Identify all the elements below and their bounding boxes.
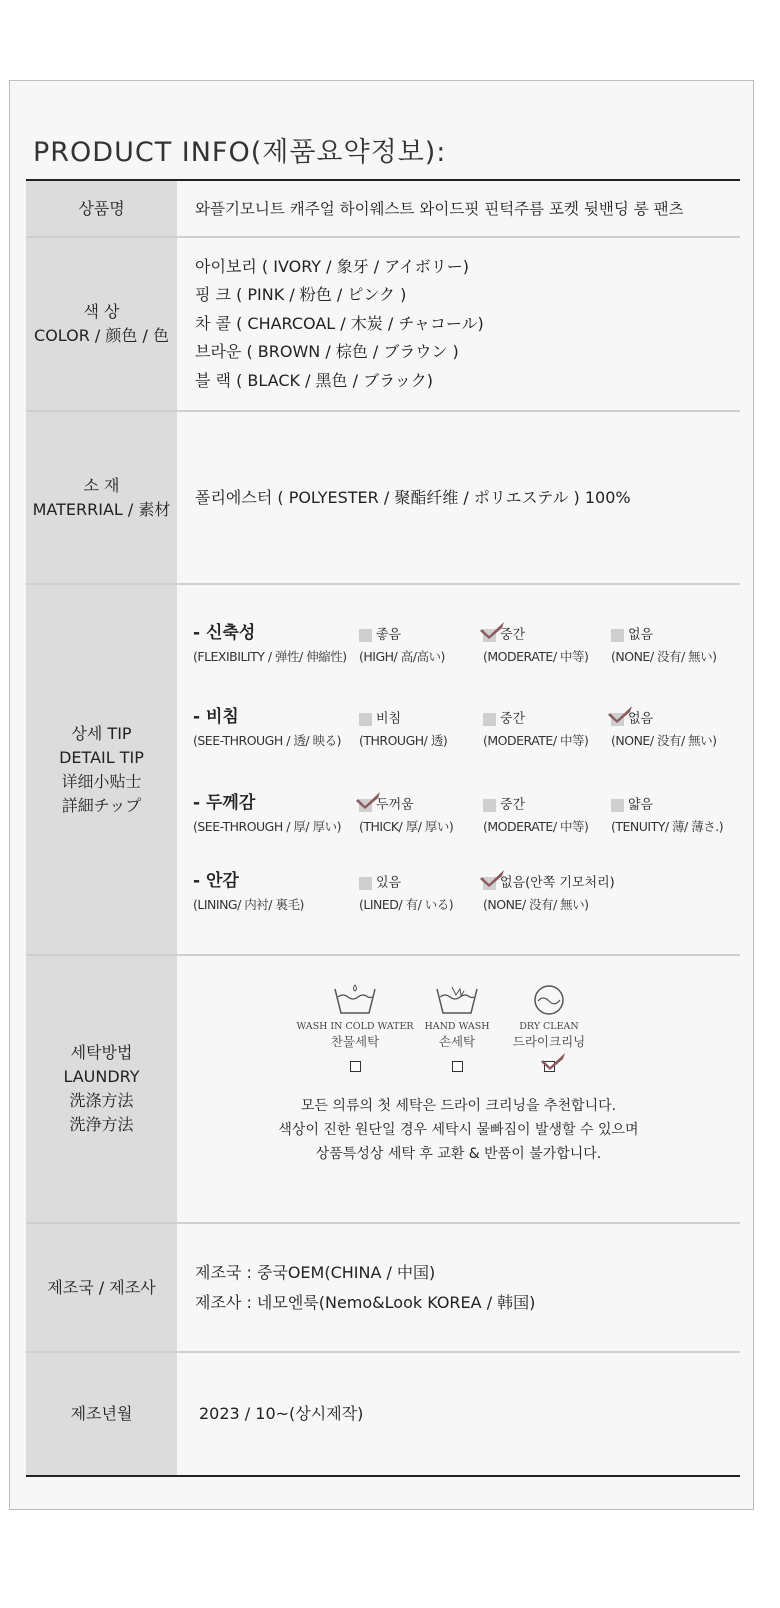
detail-group-subtitle: (SEE-THROUGH / 厚/ 厚い) bbox=[193, 819, 341, 834]
option-subtitle: (NONE/ 没有/ 無い) bbox=[483, 897, 589, 912]
option-subtitle: (THROUGH/ 透) bbox=[359, 733, 448, 748]
detail-option bbox=[359, 869, 454, 912]
detail-group-title: - 안감 bbox=[193, 871, 239, 891]
laundry-en-label: DRY CLEAN bbox=[519, 1021, 579, 1032]
content-material bbox=[177, 412, 740, 583]
dry-clean-icon bbox=[526, 983, 572, 1017]
content-product-name bbox=[177, 181, 740, 236]
label-text: 소 재 bbox=[83, 475, 120, 495]
label-text: 洗涤方法 bbox=[69, 1091, 134, 1110]
laundry-ko-label: 손세탁 bbox=[438, 1034, 476, 1049]
laundry-en-label: HAND WASH bbox=[424, 1021, 490, 1032]
option-subtitle: (MODERATE/ 中等) bbox=[483, 649, 589, 664]
detail-group-title: - 비침 bbox=[193, 707, 239, 727]
label-text: 상품명 bbox=[78, 198, 125, 218]
label-product-name bbox=[26, 181, 177, 236]
label-text: 详细小贴士 bbox=[61, 771, 142, 791]
check-icon bbox=[356, 790, 382, 810]
color-item: 아이보리 ( IVORY / 象牙 / アイボリー) bbox=[195, 256, 470, 276]
option-checkbox[interactable] bbox=[611, 629, 624, 642]
label-text: 세탁방법 bbox=[70, 1043, 133, 1062]
option-label: 중간 bbox=[500, 627, 526, 643]
color-item: 핑 크 ( PINK / 粉色 / ピンク ) bbox=[195, 285, 407, 305]
detail-group-title: - 신축성 bbox=[193, 623, 256, 643]
label-maker bbox=[26, 1224, 177, 1351]
detail-option bbox=[483, 791, 589, 834]
label-text: 색 상 bbox=[83, 302, 120, 321]
detail-option bbox=[611, 791, 724, 834]
option-label: 비침 bbox=[376, 711, 402, 727]
material-value: 폴리에스터 ( POLYESTER / 聚酯纤维 / ポリエステル ) 100% bbox=[195, 487, 631, 507]
laundry-ko-label: 찬물세탁 bbox=[330, 1034, 380, 1049]
detail-group-title: - 두께감 bbox=[193, 793, 256, 813]
label-laundry bbox=[26, 956, 177, 1222]
content-detail bbox=[177, 585, 740, 954]
option-checkbox[interactable] bbox=[359, 629, 372, 642]
maker-country: 제조국 : 중국OEM(CHINA / 中国) bbox=[195, 1262, 436, 1282]
label-text: COLOR / 颜色 / 色 bbox=[34, 326, 169, 345]
wash-cold-water-icon bbox=[332, 983, 378, 1017]
option-label: 중간 bbox=[500, 797, 526, 813]
option-subtitle: (MODERATE/ 中等) bbox=[483, 733, 589, 748]
check-icon bbox=[608, 704, 634, 724]
laundry-note-line: 모든 의류의 첫 세탁은 드라이 크리닝을 추천합니다. bbox=[300, 1098, 617, 1114]
option-label: 좋음 bbox=[376, 627, 402, 643]
detail-option bbox=[483, 705, 589, 748]
label-text: 제조년월 bbox=[70, 1404, 133, 1423]
option-subtitle: (HIGH/ 高/高い) bbox=[359, 649, 445, 664]
content-date bbox=[177, 1353, 740, 1475]
label-text: MATERRIAL / 素材 bbox=[32, 499, 171, 519]
option-subtitle: (LINED/ 有/ いる) bbox=[359, 897, 454, 912]
label-text: 洗浄方法 bbox=[69, 1115, 134, 1134]
detail-option bbox=[483, 869, 615, 912]
option-checkbox[interactable] bbox=[359, 877, 372, 890]
laundry-note-line: 색상이 진한 원단일 경우 세탁시 물빠짐이 발생할 수 있으며 bbox=[278, 1122, 639, 1138]
label-text: DETAIL TIP bbox=[59, 747, 144, 767]
row-color bbox=[26, 238, 740, 412]
option-label: 중간 bbox=[500, 711, 526, 727]
option-checkbox[interactable] bbox=[359, 799, 372, 812]
option-checkbox[interactable] bbox=[483, 629, 496, 642]
detail-option bbox=[359, 791, 454, 834]
laundry-icons bbox=[295, 983, 615, 1093]
detail-option bbox=[359, 705, 448, 748]
product-info-table bbox=[26, 179, 740, 1477]
detail-group-subtitle: (SEE-THROUGH / 透/ 映る) bbox=[193, 733, 341, 748]
product-name-value: 와플기모니트 캐주얼 하이웨스트 와이드핏 핀턱주름 포켓 뒷밴딩 롱 팬츠 bbox=[195, 199, 684, 218]
option-checkbox[interactable] bbox=[611, 799, 624, 812]
color-item: 브라운 ( BROWN / 棕色 / ブラウン ) bbox=[195, 342, 459, 362]
label-material bbox=[26, 412, 177, 583]
date-value: 2023 / 10~(상시제작) bbox=[199, 1404, 364, 1423]
row-laundry bbox=[26, 956, 740, 1224]
laundry-dry-clean bbox=[489, 983, 609, 1081]
option-label: 두꺼움 bbox=[376, 797, 414, 813]
option-subtitle: (MODERATE/ 中等) bbox=[483, 819, 589, 834]
row-maker bbox=[26, 1224, 740, 1353]
check-icon bbox=[541, 1051, 567, 1071]
label-text: 詳細チップ bbox=[61, 795, 142, 815]
detail-option bbox=[483, 621, 589, 664]
row-material bbox=[26, 412, 740, 585]
row-detail-tip bbox=[26, 585, 740, 956]
content-color bbox=[177, 238, 740, 410]
option-checkbox[interactable] bbox=[483, 713, 496, 726]
option-label: 있음 bbox=[376, 875, 402, 891]
label-text: 상세 TIP bbox=[71, 723, 132, 743]
label-text: 제조국 / 제조사 bbox=[47, 1277, 156, 1297]
detail-group-subtitle: (LINING/ 内衬/ 裏毛) bbox=[193, 897, 304, 912]
label-text: LAUNDRY bbox=[63, 1067, 140, 1086]
laundry-checkbox[interactable] bbox=[544, 1061, 555, 1072]
laundry-en-label: WASH IN COLD WATER bbox=[296, 1021, 414, 1032]
laundry-checkbox[interactable] bbox=[350, 1061, 361, 1072]
label-detail bbox=[26, 585, 177, 954]
color-item: 차 콜 ( CHARCOAL / 木炭 / チャコール) bbox=[195, 313, 484, 333]
option-label: 없음 bbox=[628, 627, 654, 643]
content-maker bbox=[177, 1224, 740, 1351]
option-checkbox[interactable] bbox=[611, 713, 624, 726]
option-subtitle: (THICK/ 厚/ 厚い) bbox=[359, 819, 454, 834]
detail-group-subtitle: (FLEXIBILITY / 弹性/ 伸縮性) bbox=[193, 649, 347, 664]
content-laundry bbox=[177, 956, 740, 1222]
option-checkbox[interactable] bbox=[359, 713, 372, 726]
check-icon bbox=[480, 620, 506, 640]
check-icon bbox=[480, 868, 506, 888]
row-date bbox=[26, 1353, 740, 1475]
page-title: PRODUCT INFO(제품요약정보): bbox=[33, 137, 447, 168]
maker-company: 제조사 : 네모엔룩(Nemo&Look KOREA / 韩国) bbox=[195, 1292, 536, 1312]
option-label: 얇음 bbox=[628, 797, 654, 813]
color-item: 블 랙 ( BLACK / 黑色 / ブラック) bbox=[195, 370, 434, 390]
option-subtitle: (NONE/ 没有/ 無い) bbox=[611, 733, 717, 748]
option-subtitle: (NONE/ 没有/ 無い) bbox=[611, 649, 717, 664]
option-subtitle: (TENUITY/ 薄/ 薄さ.) bbox=[611, 819, 724, 834]
hand-wash-icon bbox=[434, 983, 480, 1017]
laundry-note-line: 상품특성상 세탁 후 교환 & 반품이 불가합니다. bbox=[315, 1146, 602, 1162]
option-label: 없음 bbox=[628, 711, 654, 727]
option-checkbox[interactable] bbox=[483, 877, 496, 890]
detail-option bbox=[359, 621, 445, 664]
detail-option bbox=[611, 621, 717, 664]
label-date bbox=[26, 1353, 177, 1475]
detail-option bbox=[611, 705, 717, 748]
laundry-checkbox[interactable] bbox=[452, 1061, 463, 1072]
laundry-ko-label: 드라이크리닝 bbox=[512, 1034, 586, 1049]
option-checkbox[interactable] bbox=[483, 799, 496, 812]
option-label: 없음(안쪽 기모처리) bbox=[500, 875, 615, 891]
laundry-note bbox=[177, 1094, 740, 1166]
label-color bbox=[26, 238, 177, 410]
row-product-name bbox=[26, 181, 740, 238]
